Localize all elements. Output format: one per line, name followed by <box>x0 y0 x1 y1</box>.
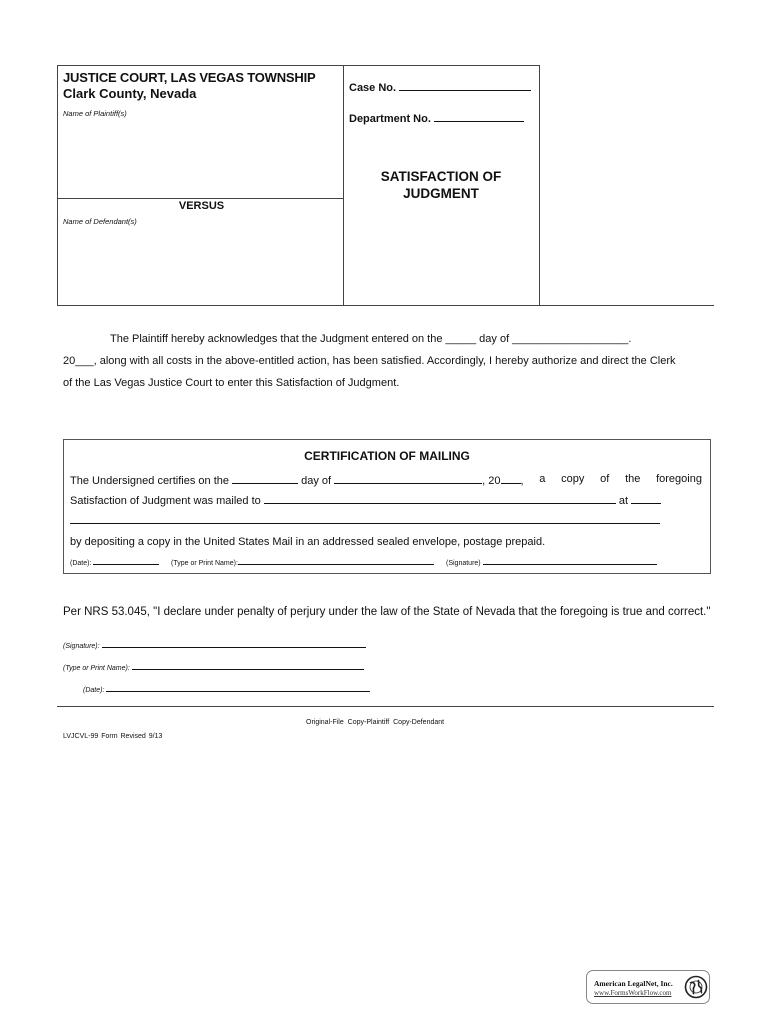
department-number-blank[interactable] <box>434 110 524 122</box>
day-of-text: day of <box>301 475 332 487</box>
cert-signature-field[interactable] <box>446 557 657 567</box>
declaration-print-name-blank[interactable] <box>132 662 364 670</box>
caption-bottom-border <box>57 305 714 306</box>
document-title-line1: SATISFACTION OF <box>380 169 502 184</box>
cert-signature-blank[interactable] <box>483 557 657 565</box>
certification-line2 <box>70 493 661 507</box>
caption-left-border <box>57 65 58 306</box>
case-number-field[interactable] <box>349 79 531 94</box>
caption-right-border <box>539 65 540 306</box>
certification-line4: by depositing a copy in the United States Mail in an addressed sealed envelope, postage prepaid. <box>70 536 546 548</box>
cert-print-name-field[interactable] <box>171 557 434 567</box>
county-name: Clark County, Nevada <box>63 86 197 101</box>
acknowledgement-line2: 20___, along with all costs in the above-entitled action, has been satisfied. Accordingly, I hereby authorize and direct the Clerk <box>63 355 676 367</box>
defendant-name-label: Name of Defendant(s) <box>63 217 137 226</box>
cert-date-blank[interactable] <box>93 557 159 565</box>
mailed-to-text: Satisfaction of Judgment was mailed to <box>70 495 261 507</box>
cert-date-label: (Date): <box>70 560 92 567</box>
declaration-signature-label: (Signature): <box>63 643 100 650</box>
versus-divider <box>57 198 344 199</box>
cert-signature-label: (Signature) <box>446 560 481 567</box>
copy-distribution: Original-File Copy-Plaintiff Copy-Defendant <box>306 719 445 726</box>
word-copy: copy <box>561 473 585 485</box>
cert-print-name-label: (Type or Print Name): <box>171 560 238 567</box>
cert-date-field[interactable] <box>70 557 159 567</box>
declaration-print-name-field[interactable] <box>63 662 364 672</box>
word-a: a <box>539 473 546 485</box>
perjury-declaration: Per NRS 53.045, "I declare under penalty of perjury under the law of the State of Nevada that the foregoing is true and correct." <box>63 606 711 618</box>
word-the: the <box>625 473 641 485</box>
publisher-url[interactable]: www.FormsWorkFlow.com <box>594 989 672 997</box>
document-title <box>343 168 539 202</box>
declaration-date-field[interactable] <box>83 684 370 694</box>
publisher-name: American LegalNet, Inc. <box>594 979 673 988</box>
comma-text: , <box>520 475 524 487</box>
acknowledgement-line1: The Plaintiff hereby acknowledges that the Judgment entered on the _____ day of ___________________. <box>110 333 632 345</box>
footer-rule <box>57 706 714 707</box>
declaration-print-name-label: (Type or Print Name): <box>63 665 130 672</box>
certifies-text: The Undersigned certifies on the <box>70 475 229 487</box>
department-number-label: Department No. <box>349 113 431 125</box>
court-name: JUSTICE COURT, LAS VEGAS TOWNSHIP <box>63 70 316 85</box>
address-continuation-blank[interactable] <box>70 523 660 524</box>
form-identifier: LVJCVL-99 Form Revised 9/13 <box>63 733 163 740</box>
department-number-field[interactable] <box>349 110 524 125</box>
cert-day-blank[interactable] <box>232 473 298 484</box>
word-foregoing: foregoing <box>656 473 702 485</box>
declaration-signature-blank[interactable] <box>102 640 366 648</box>
case-number-label: Case No. <box>349 82 397 94</box>
certification-line1 <box>70 473 702 487</box>
document-title-line2: JUDGMENT <box>403 186 479 201</box>
declaration-date-blank[interactable] <box>106 684 370 692</box>
case-number-blank[interactable] <box>399 79 531 91</box>
versus-label: VERSUS <box>178 200 225 212</box>
cert-year-blank[interactable] <box>501 473 521 484</box>
word-of: of <box>600 473 610 485</box>
address-blank[interactable] <box>631 493 661 504</box>
declaration-signature-field[interactable] <box>63 640 366 650</box>
acknowledgement-line3: of the Las Vegas Justice Court to enter this Satisfaction of Judgment. <box>63 377 400 389</box>
plaintiff-name-label: Name of Plaintiff(s) <box>63 109 127 118</box>
caption-top-border <box>57 65 540 66</box>
year-prefix-text: , 20 <box>482 475 501 487</box>
certification-title: CERTIFICATION OF MAILING <box>304 449 470 463</box>
cert-print-name-blank[interactable] <box>238 557 434 565</box>
declaration-date-label: (Date): <box>83 687 105 694</box>
globe-icon <box>684 975 708 999</box>
cert-month-blank[interactable] <box>334 473 482 484</box>
mailed-to-blank[interactable] <box>264 493 616 504</box>
at-text: at <box>618 495 629 507</box>
